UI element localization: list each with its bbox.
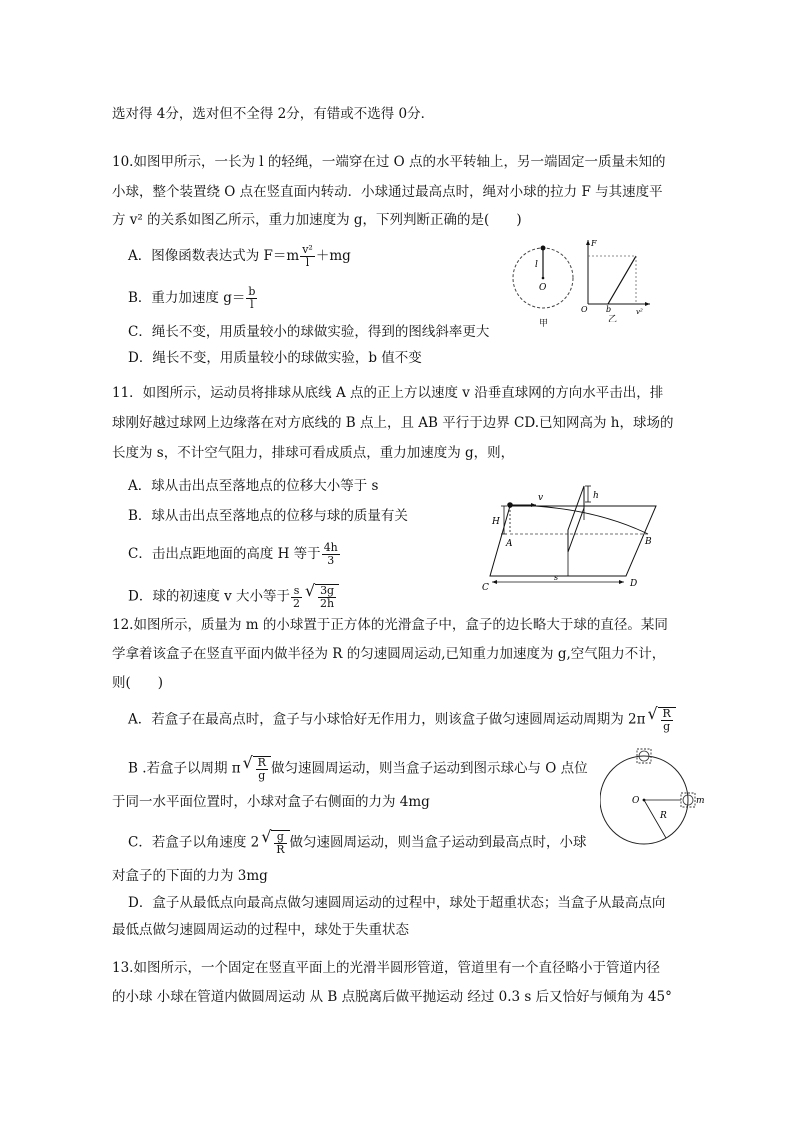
q11-option-a: A．球从击出点至落地点的位移大小等于 s <box>128 478 379 494</box>
q11-fig-s-label: s <box>554 573 559 582</box>
q12-option-d-cont: 最低点做匀速圆周运动的过程中，球处于失重状态 <box>112 922 409 938</box>
q11-fig-D-label: D <box>630 579 638 589</box>
q10-fig-jia-caption: 甲 <box>539 319 549 329</box>
q10-fig-v2-label: v² <box>636 308 643 316</box>
q10-fig-F-label: F <box>591 239 597 248</box>
q10-stem-line-1: 10.如图甲所示，一长为 l 的轻绳，一端穿在过 O 点的水平转轴上，另一端固定一质量未知的 <box>112 154 666 170</box>
q11-fig-H-label: H <box>492 517 500 527</box>
q10-figure-jia <box>510 238 580 332</box>
q11-option-c: C．击出点距地面的高度 H 等于 $\frac{4h}{3}$ <box>128 541 338 567</box>
q12-option-c-cont: 对盒子的下面的力为 3mg <box>112 868 268 884</box>
q11-stem-line-2: 球刚好越过球网上边缘落在对方底线的 B 点上，且 AB 平行于边界 CD.已知网高为 h，球场的 <box>112 415 674 431</box>
q12-fig-O-label: O <box>632 796 640 806</box>
q11-fig-A-label: A <box>506 539 513 549</box>
q13-stem-line-1: 13.如图所示，一个固定在竖直平面上的光滑半圆形管道，管道里有一个直径略小于管道内径 <box>112 960 660 976</box>
intro-line: 选对得 4分，选对但不全得 2分，有错或不选得 0分． <box>112 106 435 122</box>
q12-figure-circle <box>600 748 710 852</box>
q12-option-b-cont: 于同一水平面位置时，小球对盒子右侧面的力为 4mg <box>112 794 430 810</box>
q10-figure-yi <box>578 236 658 322</box>
q12-stem-line-3: 则( ) <box>112 675 164 691</box>
q11-fig-C-label: C <box>482 583 489 593</box>
q12-option-d: D．盒子从最低点向最高点做匀速圆周运动的过程中，球处于超重状态；当盒子从最高点向 <box>128 895 666 911</box>
q11-fig-v-label: v <box>538 493 544 503</box>
q10-stem-line-3: 方 v² 的关系如图乙所示，重力加速度为 g，下列判断正确的是( ) <box>112 212 522 228</box>
q12-fig-m-label: m <box>696 796 705 806</box>
q12-stem-line-2: 学拿着该盒子在竖直平面内做半径为 R 的匀速圆周运动,已知重力加速度为 g,空气阻力不计， <box>112 646 666 662</box>
q13-stem-line-2: 的小球 小球在管道内做圆周运动 从 B 点脱离后做平抛运动 经过 0.3 s 后又恰好与倾角为 45° <box>112 989 672 1005</box>
q12-stem-line-1: 12.如图所示，质量为 m 的小球置于正方体的光滑盒子中，盒子的边长略大于球的直径。某同 <box>112 617 668 633</box>
q10-option-b: B．重力加速度 g＝ $\frac{b}{l}$ <box>128 285 256 311</box>
q10-fig-yi-caption: 乙 <box>608 315 618 322</box>
q12-fig-R-label: R <box>660 811 667 821</box>
q10-fig-l-label: l <box>535 260 538 270</box>
q11-fig-B-label: B <box>645 537 652 547</box>
q10-option-c: C．绳长不变，用质量较小的球做实验，得到的图线斜率更大 <box>128 324 490 340</box>
q10-option-a: A．图像函数表达式为 F＝m $\frac{\text{v²}}{l}$ ＋mg <box>128 243 351 269</box>
q10-fig-O2-label: O <box>581 305 588 314</box>
q11-option-b: B．球从击出点至落地点的位移与球的质量有关 <box>128 508 408 524</box>
q11-fig-h-label: h <box>593 491 599 501</box>
q12-option-a: A．若盒子在最高点时，盒子与小球恰好无作用力，则该盒子做匀速圆周运动周期为 2π √ $\frac{R}{g}$ <box>128 707 676 733</box>
q12-option-b: B .若盒子以周期 π √ $\frac{R}{g}$ 做匀速圆周运动，则当盒子运动到图示球心与 O 点位 <box>128 756 588 782</box>
q11-option-d: D．球的初速度 v 大小等于 $\frac{s}{2}$ √ $\frac{3g}{2h}$ <box>128 584 339 610</box>
q10-option-d: D．绳长不变，用质量较小的球做实验，b 值不变 <box>128 350 422 366</box>
q10-fig-b-label: b <box>606 305 612 314</box>
q12-option-c: C．若盒子以角速度 2 √ $\frac{g}{R}$ 做匀速圆周运动，则当盒子运动到最高点时，小球 <box>128 830 587 856</box>
q10-fig-O-label: O <box>539 283 547 293</box>
q11-stem-line-1: 11．如图所示，运动员将排球从底线 A 点的正上方以速度 v 沿垂直球网的方向水平击出，排 <box>112 385 664 401</box>
q11-stem-line-3: 长度为 s，不计空气阻力，排球可看成质点，重力加速度为 g，则， <box>112 445 515 461</box>
q11-figure-court <box>480 478 664 596</box>
q10-stem-line-2: 小球，整个装置绕 O 点在竖直面内转动．小球通过最高点时，绳对小球的拉力 F 与其速度平 <box>112 184 663 200</box>
